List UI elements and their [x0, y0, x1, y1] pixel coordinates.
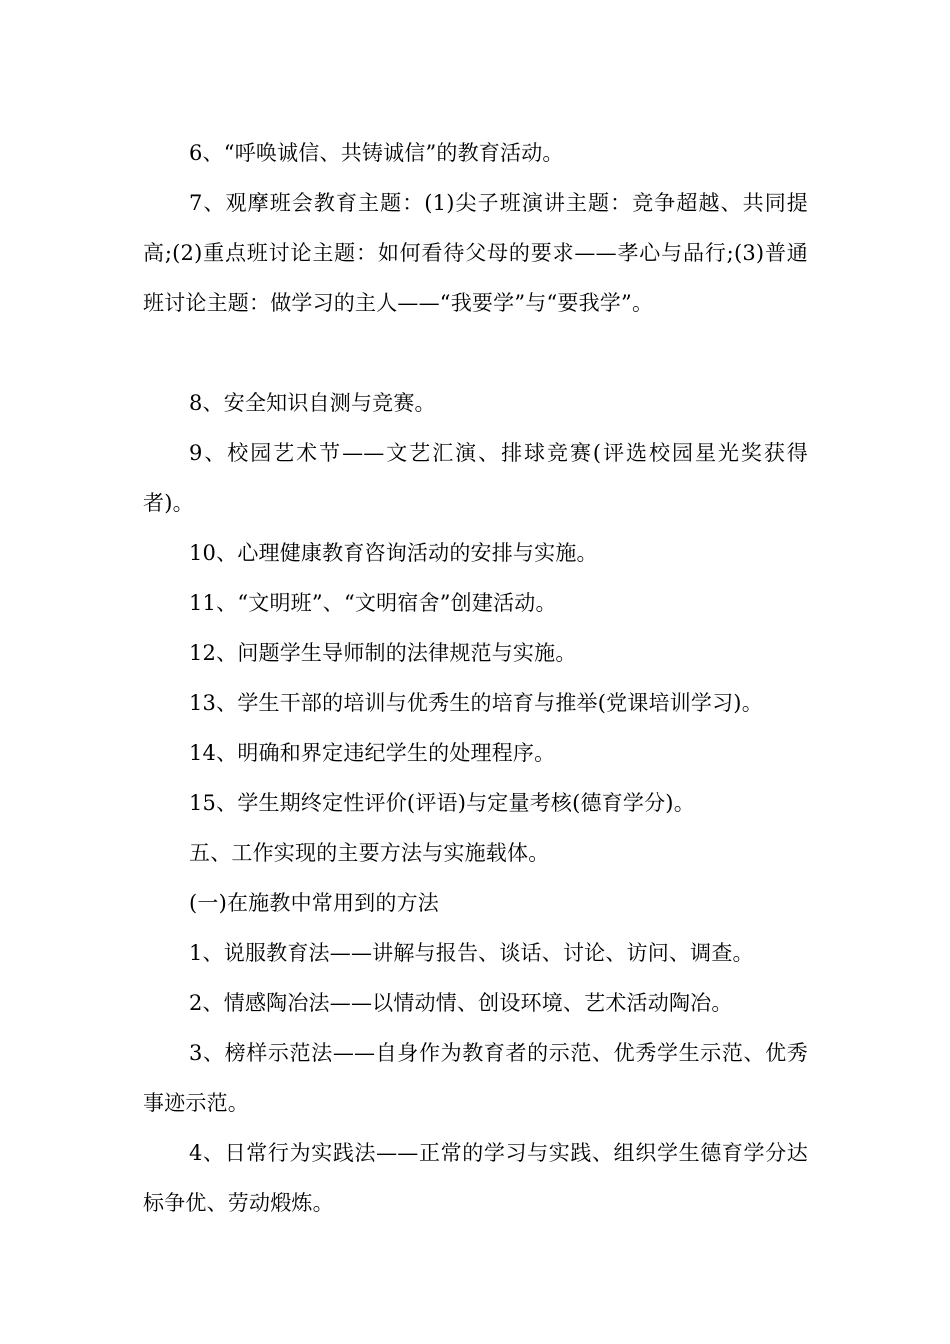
paragraph-spacer	[143, 328, 808, 378]
paragraph-item-12: 12、问题学生导师制的法律规范与实施。	[189, 641, 577, 665]
paragraph-item-11: 11、“文明班”、“文明宿舍”创建活动。	[189, 591, 557, 615]
paragraph-item-14: 14、明确和界定违纪学生的处理程序。	[189, 741, 556, 765]
paragraph-item-15: 15、学生期终定性评价(评语)与定量考核(德育学分)。	[189, 791, 695, 815]
paragraph-item-7: 7、观摩班会教育主题：(1)尖子班演讲主题：竞争超越、共同提高;(2)重点班讨论主题：如何看待父母的要求——孝心与品行;(3)普通班讨论主题：做学习的主人——“我要学”与“要我学”。	[143, 191, 808, 315]
subsection-heading-1: (一)在施教中常用到的方法	[189, 891, 439, 915]
method-item-3: 3、榜样示范法——自身作为教育者的示范、优秀学生示范、优秀事迹示范。	[143, 1041, 808, 1115]
method-item-2: 2、情感陶冶法——以情动情、创设环境、艺术活动陶冶。	[189, 991, 733, 1015]
section-heading-5: 五、工作实现的主要方法与实施载体。	[189, 841, 550, 865]
paragraph-item-9: 9、校园艺术节——文艺汇演、排球竞赛(评选校园星光奖获得者)。	[143, 441, 808, 515]
paragraph-item-6: 6、“呼唤诚信、共铸诚信”的教育活动。	[189, 141, 564, 165]
paragraph-item-10: 10、心理健康教育咨询活动的安排与实施。	[189, 541, 598, 565]
document-body	[143, 128, 808, 1228]
method-item-4: 4、日常行为实践法——正常的学习与实践、组织学生德育学分达标争优、劳动煅炼。	[143, 1141, 808, 1215]
paragraph-item-8: 8、安全知识自测与竞赛。	[189, 391, 436, 415]
paragraph-item-13: 13、学生干部的培训与优秀生的培育与推举(党课培训学习)。	[189, 691, 763, 715]
method-item-1: 1、说服教育法——讲解与报告、谈话、讨论、访问、调查。	[189, 941, 754, 965]
